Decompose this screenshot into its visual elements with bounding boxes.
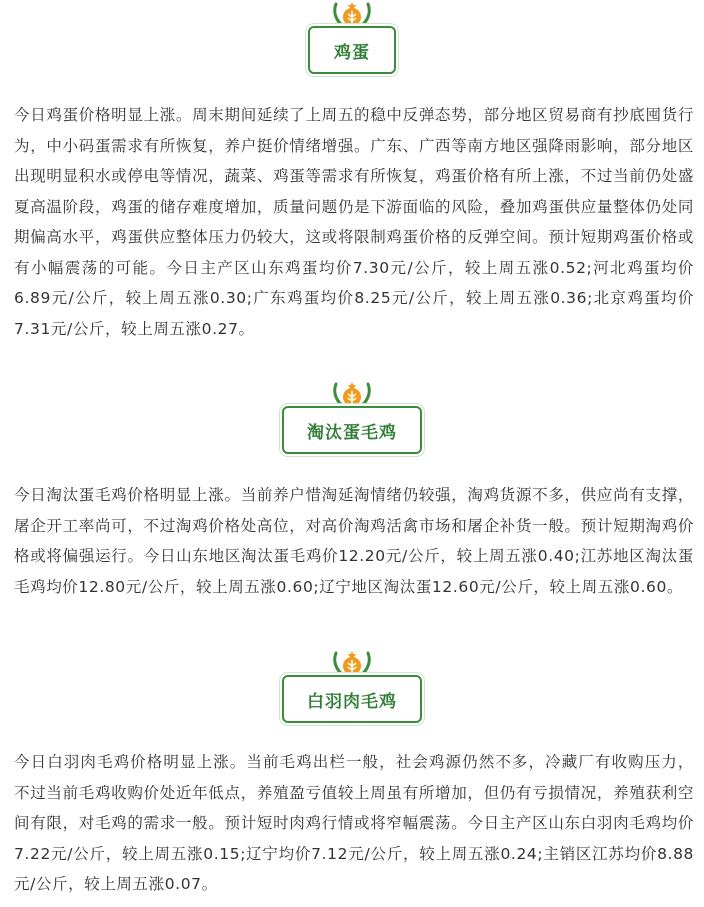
section-header (292, 0, 412, 90)
section-body: 今日白羽肉毛鸡价格明显上涨。当前毛鸡出栏一般，社会鸡源仍然不多，冷藏厂有收购压力， 不过当前毛鸡收购价处近年低点，养殖盈亏值较上周虽有所增加，但仍有亏损情况，养殖获利空间有限，对毛鸡的需求一般。预计短时肉鸡行情或将窄幅震荡。今日主产区山东白羽肉毛鸡均价7.22元/公斤，较上周五涨0.15;辽宁均价7.12元/公斤，较上周五涨0.24;主销区江苏均价8.88元/公斤，较上周五涨0.07。 (14, 753, 694, 893)
section-title: 鸡蛋 (334, 42, 370, 63)
section-culled-hens (0, 380, 704, 640)
section-header (277, 380, 427, 470)
section-broilers (0, 649, 704, 907)
section-eggs (0, 0, 704, 360)
section-title-box (282, 406, 422, 454)
section-body: 今日鸡蛋价格明显上涨。周末期间延续了上周五的稳中反弹态势，部分地区贸易商有抄底囤货行为，中小码蛋需求有所恢复，养户挺价情绪增强。广东、广西等南方地区强降雨影响，部分地区出现明显积水或停电等情况，蔬菜、鸡蛋等需求有所恢复，鸡蛋价格有所上涨，不过当前仍处盛夏高温阶段，鸡蛋的储存难度增加，质量问题仍是下游面临的风险，叠加鸡蛋供应量整体仍处同期偏高水平，鸡蛋供应整体压力仍较大，这或将限制鸡蛋价格的反弹空间。预计短期鸡蛋价格或有小幅震荡的可能。今日主产区山东鸡蛋均价7.30元/公斤，较上周五涨0.52;河北鸡蛋均价6.89元/公斤，较上周五涨0.30;广东鸡蛋均价8.25元/公斤，较上周五涨0.36;北京鸡蛋均价7.31元/公斤，较上周五涨0.27。 (14, 106, 694, 338)
section-title-box (308, 26, 396, 74)
section-title: 白羽肉毛鸡 (307, 691, 397, 712)
section-body: 今日淘汰蛋毛鸡价格明显上涨。当前养户惜淘延淘情绪仍较强，淘鸡货源不多，供应尚有支撑，屠企开工率尚可，不过淘鸡价格处高位，对高价淘鸡活禽市场和屠企补货一般。预计短期淘鸡价格或将偏强运行。今日山东地区淘汰蛋毛鸡价12.20元/公斤，较上周五涨0.40;江苏地区淘汰蛋毛鸡均价12.80元/公斤，较上周五涨0.60;辽宁地区淘汰蛋12.60元/公斤，较上周五涨0.60。 (14, 486, 694, 596)
section-title-box (282, 675, 422, 723)
section-header (277, 649, 427, 739)
section-title: 淘汰蛋毛鸡 (307, 422, 397, 443)
